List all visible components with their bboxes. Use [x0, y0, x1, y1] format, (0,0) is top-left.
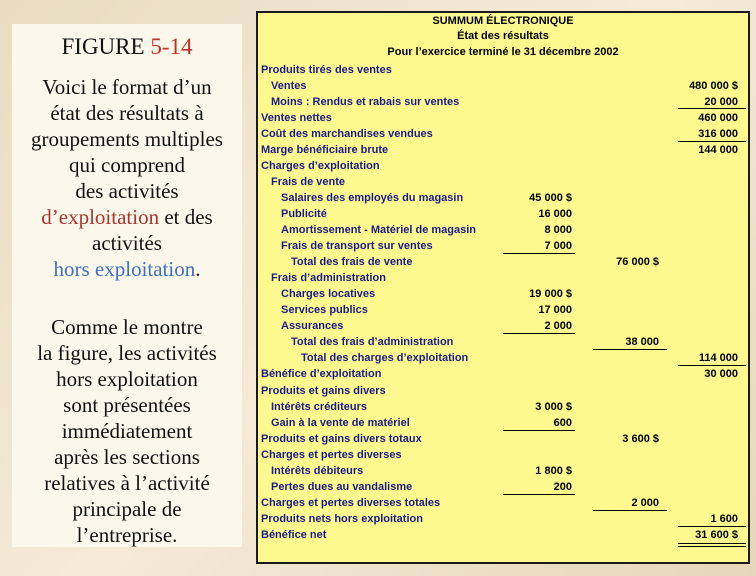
row-label-other-expenses: Charges et pertes diverses [261, 449, 402, 461]
text-fragment: . [195, 257, 201, 281]
text-line: relatives à l’activité [44, 471, 210, 495]
amount-salaries: 45 000 $ [529, 192, 572, 204]
row-label-freight-out: Frais de transport sur ventes [281, 240, 433, 252]
amount-utilities: 17 000 [538, 304, 572, 316]
amount-operating-income: 30 000 [704, 368, 738, 380]
text-line: Voici le format d’un [42, 75, 212, 99]
amount-total-selling: 76 000 $ [616, 256, 659, 268]
text-fragment: et des [159, 205, 213, 229]
row-label-vandalism-loss: Pertes dues au vandalisme [271, 481, 413, 493]
row-label-rent: Charges locatives [281, 288, 376, 300]
highlight-operating: d’exploitation [41, 205, 160, 229]
underline [678, 108, 746, 109]
underline [503, 430, 575, 431]
text-line: sont présentées [63, 393, 191, 417]
row-label-gain-on-sale: Gain à la vente de matériel [271, 417, 410, 429]
row-label-operating-income: Bénéfice d’exploitation [261, 368, 382, 380]
amount-total-other-revenue: 3 600 $ [622, 433, 659, 445]
underline [593, 349, 667, 350]
row-label-returns: Moins : Rendus et rabais sur ventes [271, 96, 460, 108]
underline [593, 510, 667, 511]
text-line [18, 256, 236, 282]
row-label-selling-expenses: Frais de vente [271, 176, 345, 188]
figure-number: 5-14 [150, 34, 193, 59]
text-line: la figure, les activités [37, 341, 217, 365]
amount-net-income: 31 600 $ [695, 529, 738, 541]
row-label-total-other-expenses: Charges et pertes diverses totales [261, 497, 441, 509]
text-line: Comme le montre [51, 315, 203, 339]
row-label-interest-revenue: Intérêts créditeurs [271, 401, 367, 413]
highlight-non-operating: hors exploitation [53, 257, 196, 281]
text-line: principale de [72, 497, 182, 521]
amount-sales: 480 000 $ [689, 80, 738, 92]
double-underline [678, 543, 746, 544]
figure-title [12, 34, 242, 60]
row-label-sales: Ventes [271, 80, 307, 92]
text-line: l’entreprise. [76, 523, 178, 547]
income-statement [256, 11, 750, 564]
underline [678, 141, 746, 142]
row-label-total-operating: Total des charges d’exploitation [301, 352, 469, 364]
double-underline [678, 546, 746, 547]
amount-vandalism-loss: 200 [553, 481, 572, 493]
description-paragraph-2 [18, 314, 236, 548]
text-line: groupements multiples [31, 127, 223, 151]
amount-depreciation: 8 000 [544, 224, 572, 236]
amount-interest-expense: 1 800 $ [535, 465, 572, 477]
description-paragraph-1 [18, 74, 236, 282]
row-label-interest-expense: Intérêts débiteurs [271, 465, 364, 477]
row-label-net-income: Bénéfice net [261, 529, 327, 541]
row-label-sales-section: Produits tirés des ventes [261, 64, 392, 76]
text-line: des activités [75, 179, 179, 203]
row-label-net-sales: Ventes nettes [261, 112, 332, 124]
text-line: état des résultats à [50, 101, 204, 125]
underline [503, 333, 575, 334]
text-line: immédiatement [61, 419, 193, 443]
amount-total-admin: 38 000 [625, 336, 659, 348]
company-name: SUMMUM ÉLECTRONIQUE [432, 15, 574, 27]
amount-net-sales: 460 000 [698, 112, 738, 124]
amount-returns: 20 000 [704, 96, 738, 108]
underline [503, 494, 575, 495]
underline [678, 365, 746, 366]
row-label-net-non-operating: Produits nets hors exploitation [261, 513, 423, 525]
row-label-other-revenue: Produits et gains divers [261, 385, 386, 397]
row-label-cogs: Coût des marchandises vendues [261, 128, 433, 140]
amount-insurance: 2 000 [544, 320, 572, 332]
amount-rent: 19 000 $ [529, 288, 572, 300]
amount-interest-revenue: 3 000 $ [535, 401, 572, 413]
text-line: après les sections [54, 445, 200, 469]
underline [678, 526, 746, 527]
amount-total-other-expenses: 2 000 [631, 497, 659, 509]
row-label-insurance: Assurances [281, 320, 344, 332]
text-line [18, 204, 236, 230]
row-label-gross-margin: Marge bénéficiaire brute [261, 144, 389, 156]
amount-gain-on-sale: 600 [553, 417, 572, 429]
row-label-operating-expenses: Charges d’exploitation [261, 160, 380, 172]
row-label-total-selling: Total des frais de vente [291, 256, 413, 268]
figure-label: FIGURE [61, 34, 145, 59]
row-label-admin-expenses: Frais d’administration [271, 272, 386, 284]
amount-gross-margin: 144 000 [698, 144, 738, 156]
row-label-total-other-revenue: Produits et gains divers totaux [261, 433, 422, 445]
row-label-total-admin: Total des frais d’administration [291, 336, 454, 348]
statement-period: Pour l’exercice terminé le 31 décembre 2002 [387, 46, 619, 58]
amount-advertising: 16 000 [538, 208, 572, 220]
statement-title: État des résultats [457, 30, 549, 42]
underline [503, 253, 575, 254]
text-line: qui comprend [68, 153, 186, 177]
amount-cogs: 316 000 [698, 128, 738, 140]
row-label-depreciation: Amortissement - Matériel de magasin [281, 224, 477, 236]
amount-freight-out: 7 000 [544, 240, 572, 252]
text-line: activités [92, 231, 162, 255]
row-label-advertising: Publicité [281, 208, 327, 220]
description-panel [12, 24, 242, 547]
amount-net-non-operating: 1 600 [710, 513, 738, 525]
row-label-salaries: Salaires des employés du magasin [281, 192, 464, 204]
row-label-utilities: Services publics [281, 304, 368, 316]
amount-total-operating: 114 000 [698, 352, 738, 364]
text-line: hors exploitation [56, 367, 198, 391]
